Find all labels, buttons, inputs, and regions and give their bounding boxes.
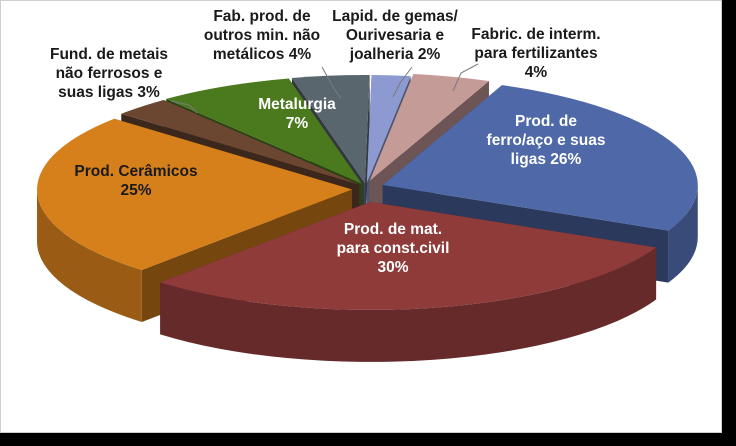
data-label-6: [204, 8, 320, 63]
data-label-3-line-0: Prod. Cerâmicos: [74, 163, 198, 180]
data-label-1-line-2: ligas 26%: [510, 151, 582, 168]
data-label-7: [332, 8, 458, 63]
data-label-3-line-1: 25%: [120, 182, 152, 199]
data-label-0-line-2: 4%: [524, 64, 548, 81]
data-label-2-line-1: para const.civil: [336, 240, 450, 257]
data-label-1-line-0: Prod. de: [514, 113, 578, 130]
data-label-2-line-2: 30%: [377, 259, 409, 276]
data-label-2-line-0: Prod. de mat.: [343, 221, 443, 238]
data-label-0-line-1: para fertilizantes: [474, 45, 598, 62]
data-label-6-line-2: metálicos 4%: [212, 46, 312, 63]
data-label-0-line-0: Fabric. de interm.: [471, 26, 601, 43]
data-label-4: [50, 46, 168, 101]
data-label-6-line-1: outros min. não: [203, 27, 321, 44]
data-label-1-line-1: ferro/aço e suas: [486, 132, 606, 149]
data-label-0: [471, 26, 600, 81]
data-label-4-line-0: Fund. de metais: [50, 46, 168, 63]
data-label-4-line-1: não ferrosos e: [55, 65, 163, 82]
data-label-7-line-0: Lapid. de gemas/: [332, 8, 458, 25]
data-label-6-line-0: Fab. prod. de: [213, 8, 311, 25]
data-label-4-line-2: suas ligas 3%: [58, 84, 160, 101]
data-label-7-line-1: Ourivesaria e: [345, 27, 445, 44]
data-label-5-line-0: Metalurgia: [258, 96, 336, 113]
data-label-7-line-2: joalheria 2%: [349, 46, 441, 63]
data-label-5-line-1: 7%: [285, 115, 309, 132]
pie-chart: [1, 1, 723, 434]
